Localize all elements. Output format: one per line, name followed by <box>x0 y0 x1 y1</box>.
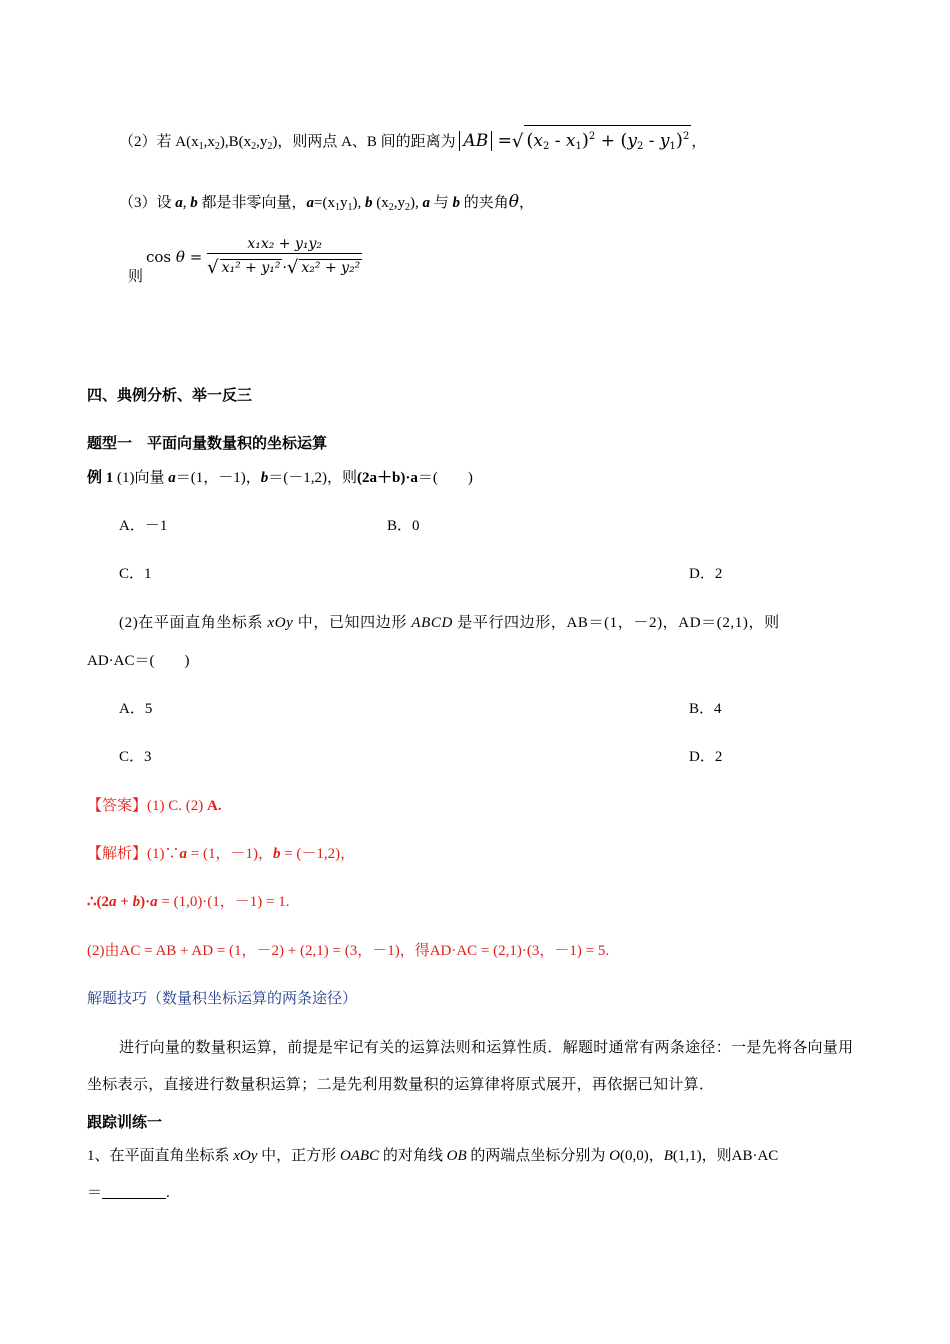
equals-sign: = <box>497 131 512 151</box>
theta-symbol: θ <box>508 192 520 212</box>
answer-bold: A. <box>207 798 222 814</box>
text: ,y <box>393 195 405 211</box>
var: x <box>533 131 543 151</box>
sqrt-symbol: √ <box>511 131 524 152</box>
diagonal-name: OB <box>446 1148 467 1164</box>
text: 中，已知四边形 <box>293 615 412 631</box>
text: 都是非零向量， <box>197 195 307 211</box>
analysis-tag: 【解析】 <box>87 846 148 862</box>
text: ), <box>410 195 423 211</box>
var: y <box>659 131 670 151</box>
answer-blank[interactable] <box>102 1184 166 1199</box>
var: x <box>565 131 576 151</box>
vector-b: b <box>260 470 269 486</box>
vector-a: a <box>306 195 315 211</box>
tip-title: 解题技巧（数量积坐标运算的两条途径） <box>87 991 358 1007</box>
text: ),B(x <box>219 134 252 150</box>
superscript: 2 <box>682 131 690 142</box>
text: ， <box>691 134 707 150</box>
option-a: A．－1 <box>119 518 168 534</box>
text: (1) C. (2) <box>147 798 208 814</box>
square-name: OABC <box>339 1148 380 1164</box>
vector-b: b <box>365 195 373 211</box>
text: =(x <box>314 195 335 211</box>
vector-a: a <box>109 894 117 910</box>
sqrt-term-2: x₂² + y₂² <box>301 260 361 276</box>
text: (x <box>372 195 389 211</box>
text: ), <box>352 195 365 211</box>
vector-b: b <box>190 195 198 211</box>
text: ， <box>519 195 535 211</box>
angle-definition-line <box>119 191 534 219</box>
option-b: B．4 <box>689 701 722 717</box>
text: )· <box>140 894 151 910</box>
cos-label: cos <box>146 248 172 266</box>
analysis-line-1 <box>87 843 355 865</box>
subscript: 1 <box>347 202 353 213</box>
subscript: 1 <box>575 141 582 152</box>
tip-paragraph: 进行向量的数量积运算，前提是牢记有关的运算法则和运算性质．解题时通常有两条途径：一是先将各向量用坐标表示，直接进行数量积运算；二是先利用数量积的运算律将原式展开，再依据已知计算． <box>87 1040 854 1093</box>
minus-sign: - <box>554 131 561 151</box>
subscript: 2 <box>405 202 410 213</box>
subscript: 2 <box>251 141 257 152</box>
practice-question-1-cont <box>87 1182 170 1204</box>
dot-operator: · <box>282 260 287 276</box>
cosine-formula <box>146 236 362 278</box>
text: ＝(1，－1)， <box>175 470 261 486</box>
vector-b: b <box>452 195 461 211</box>
subscript: 2 <box>542 141 550 152</box>
option-c: C．3 <box>119 749 152 765</box>
text: ,y <box>256 134 268 150</box>
theta-symbol: θ <box>175 248 185 266</box>
example-1-question-2-cont: AD·AC＝( ) <box>87 653 190 669</box>
equals-sign: = <box>189 248 203 266</box>
vector-b: b <box>272 846 281 862</box>
abs-ab: AB <box>459 131 492 151</box>
answer-tag: 【答案】 <box>87 798 148 814</box>
practice-question-1 <box>87 1145 778 1167</box>
plus-sign: + <box>600 131 615 151</box>
vector-a: a <box>422 195 430 211</box>
vector-b: b <box>132 894 141 910</box>
text: = (1，－1)， <box>187 846 273 862</box>
text: ＝( ) <box>417 470 473 486</box>
vector-a: a <box>175 195 183 211</box>
fraction-numerator: x₁x₂ + y₁y₂ <box>207 236 362 254</box>
text: y <box>340 195 348 211</box>
text: （3）设 <box>119 195 176 211</box>
option-b: B．0 <box>387 518 420 534</box>
text: ,x <box>203 134 215 150</box>
text: = (－1,2)， <box>280 846 356 862</box>
text: (0,0)， <box>619 1148 664 1164</box>
text: 的对角线 <box>379 1148 447 1164</box>
subscript: 2 <box>636 141 644 152</box>
text: (1)∵ <box>147 846 180 862</box>
text: )，则两点 A、B 间的距离为 <box>272 134 456 150</box>
distance-expression <box>459 131 691 151</box>
cosine-fraction <box>207 236 362 278</box>
option-d: D．2 <box>689 749 723 765</box>
example-1-question-1 <box>87 467 473 489</box>
fraction-denominator: √ x₁² + y₁² ·√ x₂² + y₂² <box>207 257 361 278</box>
var: y <box>627 131 637 151</box>
expression: (2a＋b)·a <box>357 470 418 486</box>
type-heading: 题型一 平面向量数量积的坐标运算 <box>87 436 328 452</box>
distance-formula-line <box>119 125 706 158</box>
vector-a: a <box>179 846 188 862</box>
text: 是平行四边形，AB＝(1，－2)，AD＝(2,1)，则 <box>452 615 780 631</box>
text: （2）若 A(x <box>119 134 199 150</box>
text: 的夹角 <box>460 195 509 211</box>
option-d: D．2 <box>689 566 723 582</box>
vector-a: a <box>168 470 176 486</box>
point-b: B <box>663 1148 673 1164</box>
text: = (1,0)·(1，－1) = 1. <box>157 894 290 910</box>
option-c: C．1 <box>119 566 152 582</box>
option-a: A．5 <box>119 701 153 717</box>
text: (1)向量 <box>113 470 169 486</box>
text: (2)在平面直角坐标系 <box>119 615 268 631</box>
analysis-line-3: (2)由AC = AB + AD = (1，－2) + (2,1) = (3，－1)，得AD·AC = (2,1)·(3，－1) = 5. <box>87 943 610 959</box>
text: 与 <box>430 195 453 211</box>
quadrilateral-name: ABCD <box>411 615 453 631</box>
practice-heading: 跟踪训练一 <box>87 1115 163 1131</box>
example-1-question-2 <box>119 612 780 634</box>
vector-a: a <box>150 894 158 910</box>
sqrt-body: $(x_2 - x_1)^2 + (y_2 - y_1)^2$ <box>524 125 691 158</box>
text: 的两端点坐标分别为 <box>466 1148 610 1164</box>
coordinate-system: xOy <box>267 615 294 631</box>
analysis-line-2 <box>87 891 290 913</box>
text: , <box>182 195 191 211</box>
subscript: 2 <box>267 141 273 152</box>
point-o: O <box>609 1148 620 1164</box>
text: ＝ <box>87 1185 103 1201</box>
subscript: 2 <box>214 141 220 152</box>
text: . <box>166 1185 170 1201</box>
sqrt-term-1: x₁² + y₁² <box>221 260 281 276</box>
section-heading: 四、典例分析、举一反三 <box>87 388 253 404</box>
coordinate-system: xOy <box>233 1148 258 1164</box>
subscript: 1 <box>669 141 676 152</box>
example-label: 例 1 <box>87 470 114 486</box>
text: ＝(－1,2)，则 <box>268 470 358 486</box>
subscript: 1 <box>335 202 340 213</box>
text: (1,1)，则AB·AC <box>672 1148 779 1164</box>
text: 中，正方形 <box>257 1148 340 1164</box>
text: ∴(2 <box>87 894 110 910</box>
subscript: 1 <box>198 141 204 152</box>
text: 1、在平面直角坐标系 <box>87 1148 234 1164</box>
answer-line <box>87 795 222 817</box>
then-label: 则 <box>128 269 144 285</box>
subscript: 2 <box>388 202 394 213</box>
superscript: 2 <box>588 131 596 142</box>
minus-sign: - <box>648 131 655 151</box>
text: + <box>116 894 133 910</box>
